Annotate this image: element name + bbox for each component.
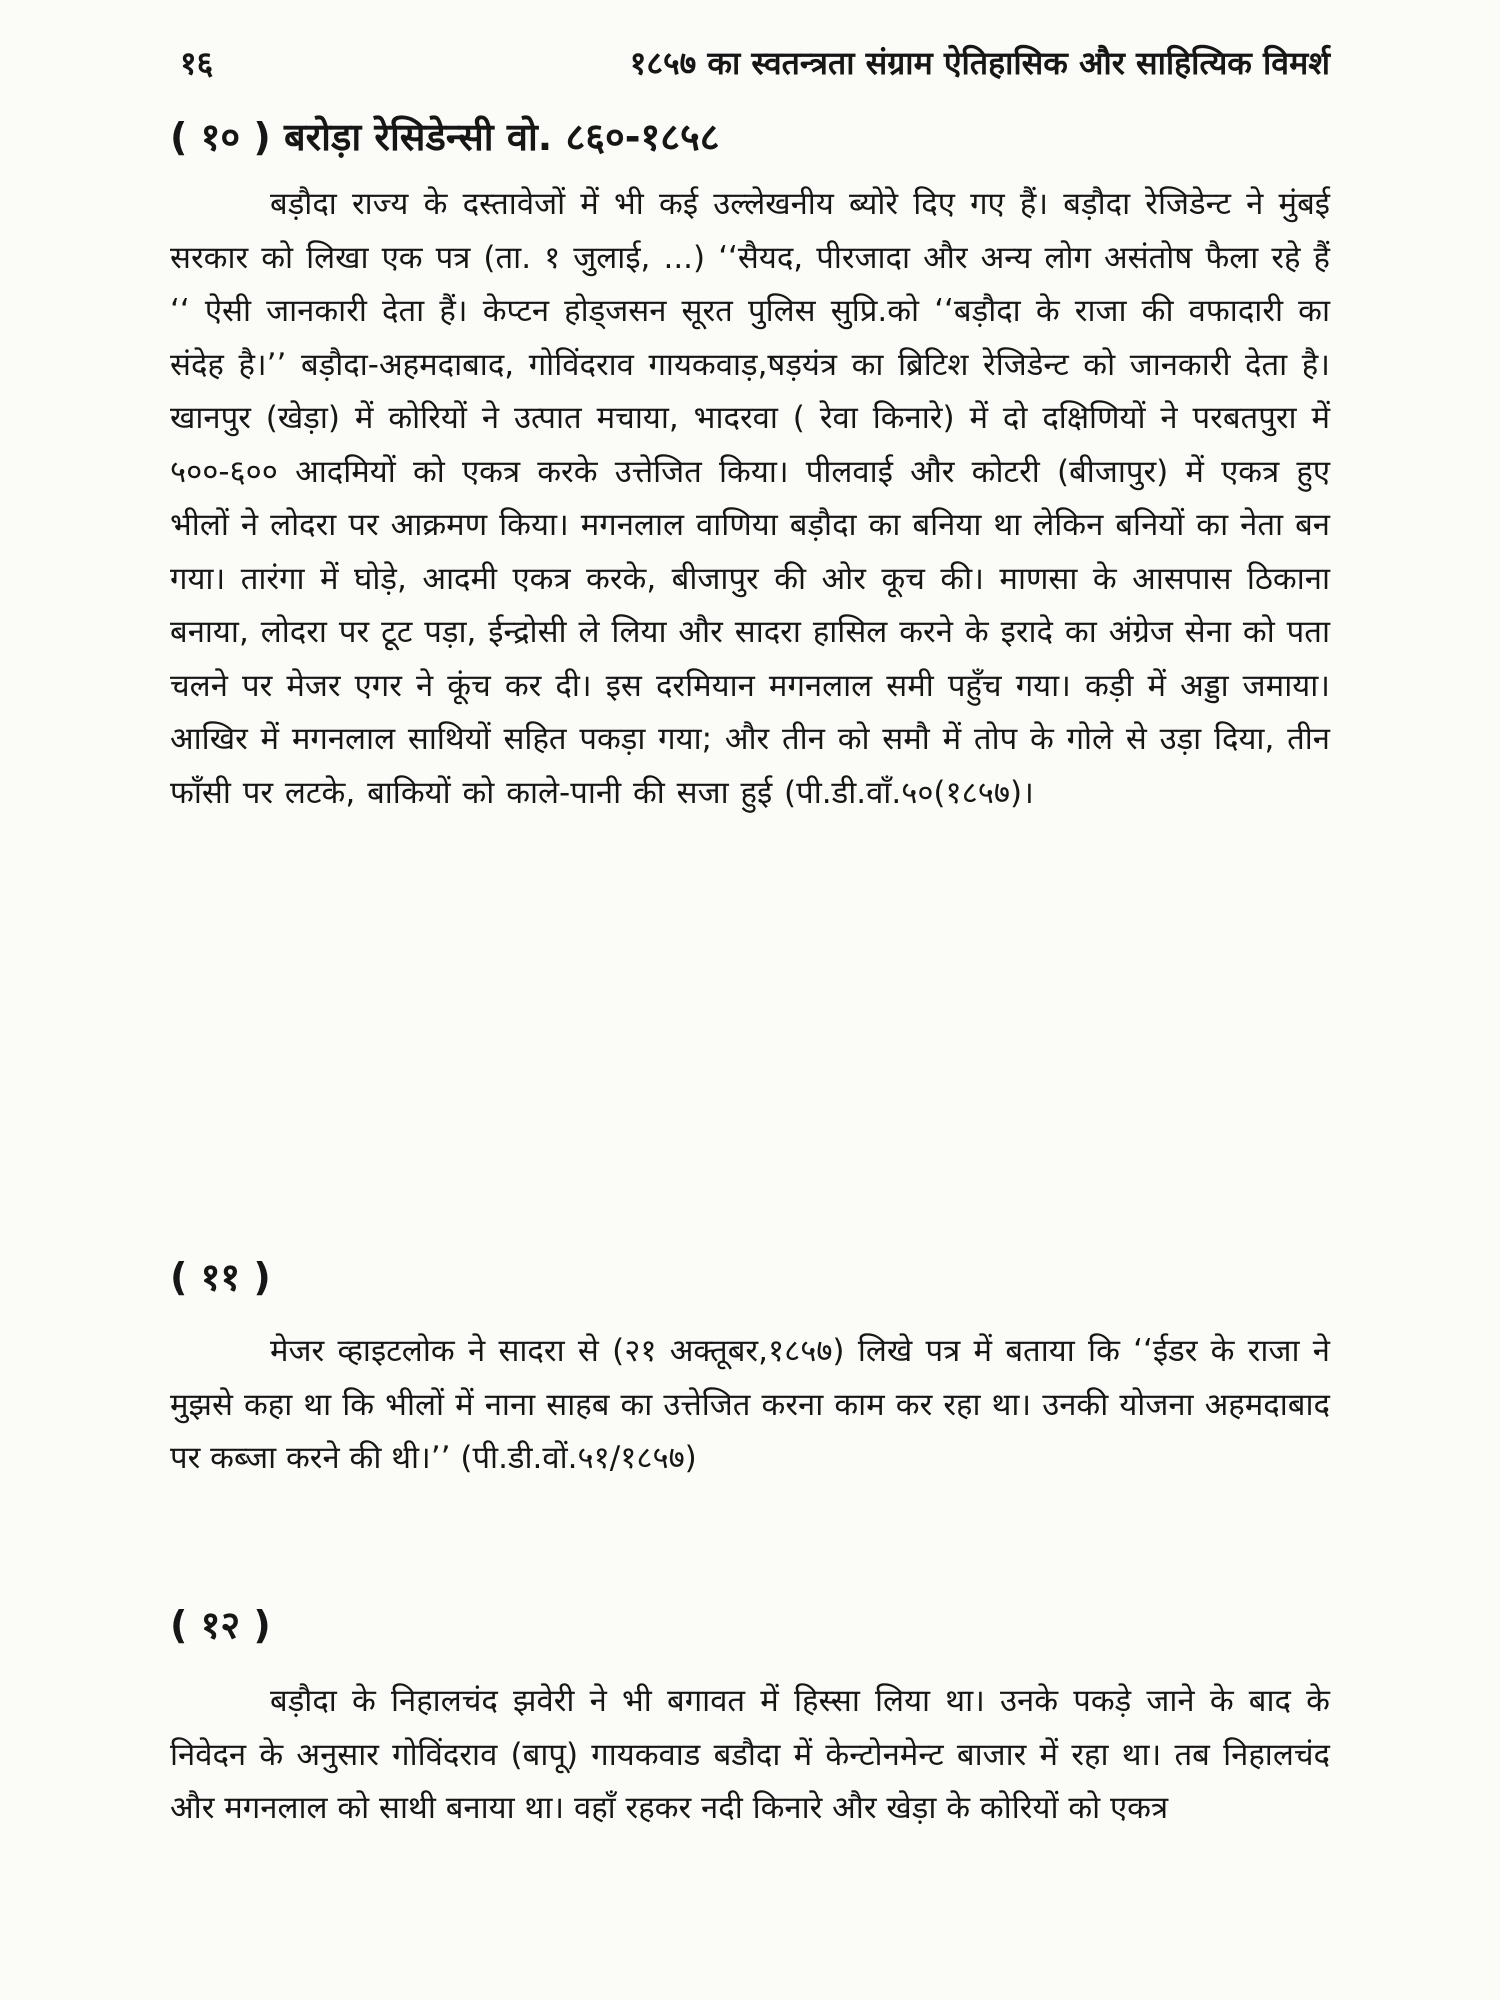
section-heading-12: ( १२ )	[170, 1603, 271, 1647]
section-paragraph-12: बड़ौदा के निहालचंद झवेरी ने भी बगावत में हिस्सा लिया था। उनके पकड़े जाने के बाद के निवेदन के अनुसार गोविंदराव (बापू) गायकवाड बडौदा में केन्टोनमेन्ट बाजार में रहा था। तब निहालचंद और मगनलाल को साथी बनाया था। वहाँ रहकर नदी किनारे और खेड़ा के कोरियों को एकत्र	[170, 1683, 1330, 1826]
section-heading-11: ( ११ )	[170, 1255, 271, 1299]
running-header	[180, 38, 1330, 88]
page-number: १६	[180, 44, 214, 82]
book-title: १८५७ का स्वतन्त्रता संग्राम ऐतिहासिक और साहित्यिक विमर्श	[629, 44, 1330, 82]
section-paragraph-10: बड़ौदा राज्य के दस्तावेजों में भी कई उल्लेखनीय ब्योरे दिए गए हैं। बड़ौदा रेजिडेन्ट ने मुंबई सरकार को लिखा एक पत्र (ता. १ जुलाई, ...) ‘‘सैयद, पीरजादा और अन्य लोग असंतोष फैला रहे हैं ‘‘ ऐसी जानकारी देता हैं। केप्टन होड्जसन सूरत पुलिस सुप्रि.को ‘‘बड़ौदा के राजा की वफादारी का संदेह है।’’ बड़ौदा-अहमदाबाद, गोविंदराव गायकवाड़,षड़यंत्र का ब्रिटिश रेजिडेन्ट को जानकारी देता है। खानपुर (खेड़ा) में कोरियों ने उत्पात मचाया, भादरवा ( रेवा किनारे) में दो दक्षिणियों ने परबतपुरा में ५००-६०० आदमियों को एकत्र करके उत्तेजित किया। पीलवाई और कोटरी (बीजापुर) में एकत्र हुए भीलों ने लोदरा पर आक्रमण किया। मगनलाल वाणिया बड़ौदा का बनिया था लेकिन बनियों का नेता बन गया। तारंगा में घोड़े, आदमी एकत्र करके, बीजापुर की ओर कूच की। माणसा के आसपास ठिकाना बनाया, लोदरा पर टूट पड़ा, ईन्द्रोसी ले लिया और सादरा हासिल करने के इरादे का अंग्रेज सेना को पता चलने पर मेजर एगर ने कूंच कर दी। इस दरमियान मगनलाल समी पहुँच गया। कड़ी में अड्डा जमाया। आखिर में मगनलाल साथियों सहित पकड़ा गया; और तीन को समौ में तोप के गोले से उड़ा दिया, तीन फाँसी पर लटके, बाकियों को काले-पानी की सजा हुई (पी.डी.वाँ.५०(१८५७)।	[170, 186, 1330, 811]
section-heading-10: ( १० ) बरोड़ा रेसिडेन्सी वो. ८६०-१८५८	[170, 115, 720, 159]
section-paragraph-11: मेजर व्हाइटलोक ने सादरा से (२१ अक्तूबर,१८५७) लिखे पत्र में बताया कि ‘‘ईडर के राजा ने मुझसे कहा था कि भीलों में नाना साहब का उत्तेजित करना काम कर रहा था। उनकी योजना अहमदाबाद पर कब्जा करने की थी।’’ (पी.डी.वों.५१/१८५७)	[170, 1333, 1330, 1476]
